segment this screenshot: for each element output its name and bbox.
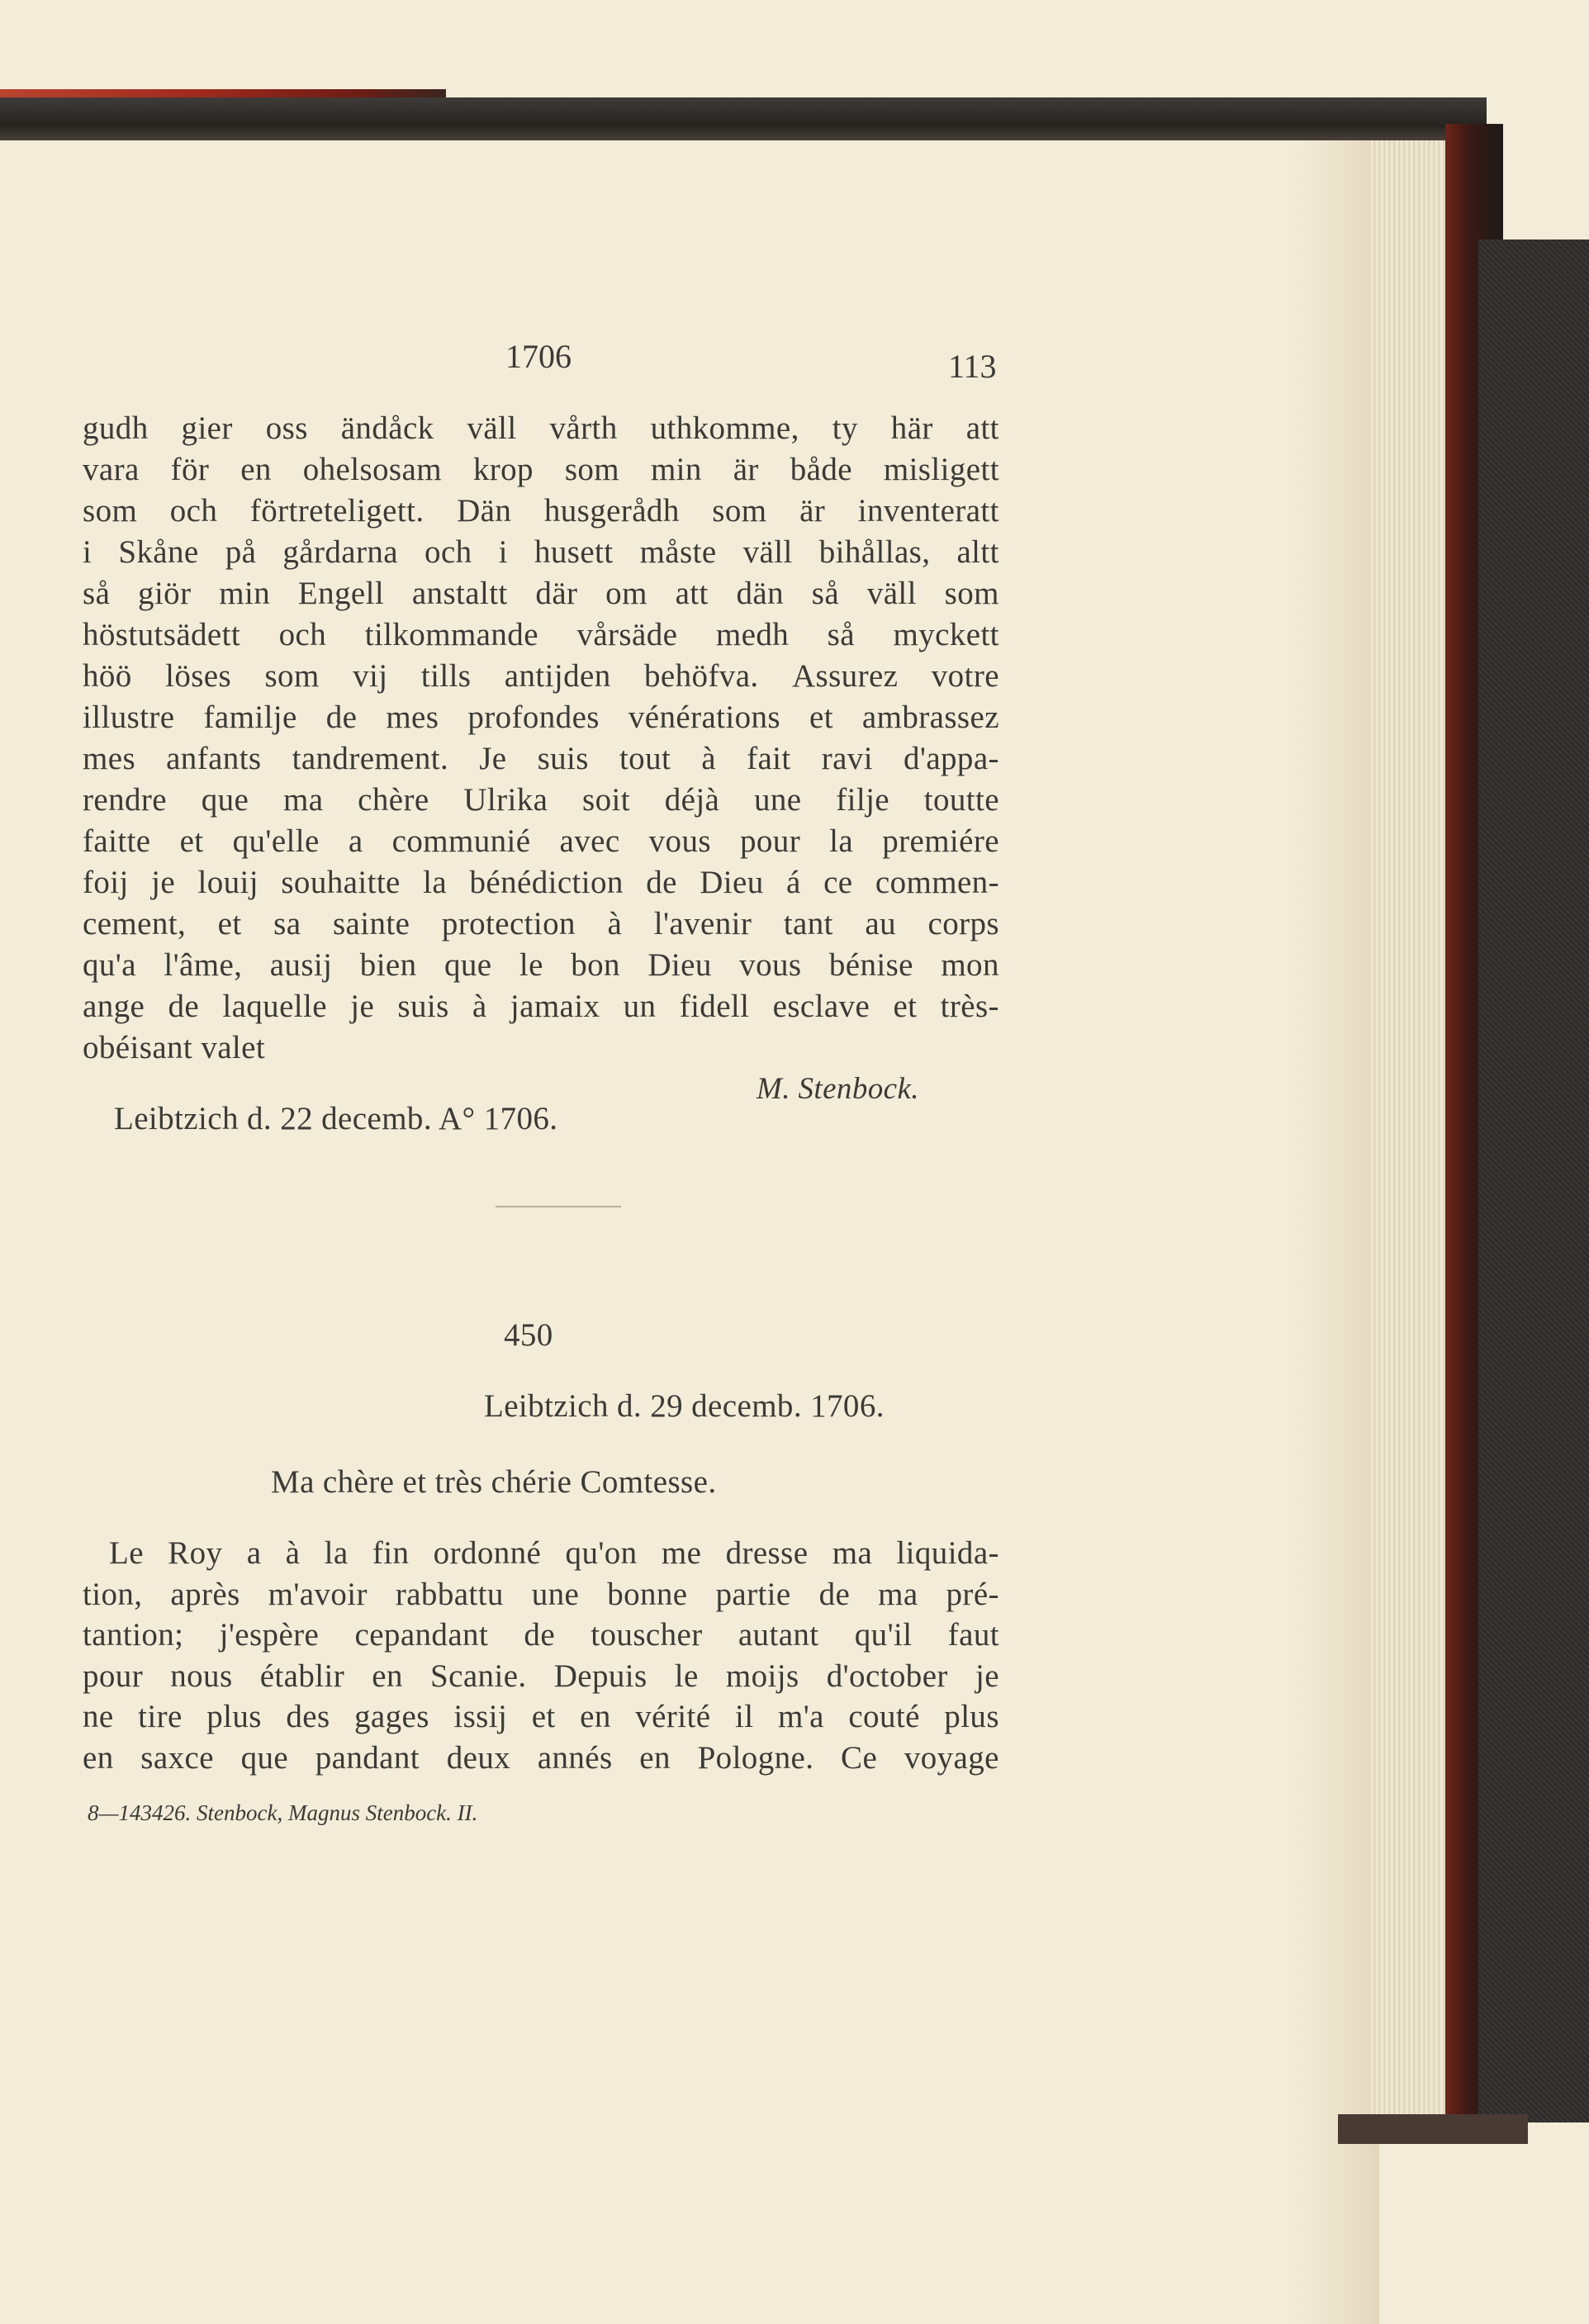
- text-line: ange de laquelle je suis à jamaix un fidell esclave et très-: [83, 989, 999, 1024]
- letter-450-dateline: Leibtzich d. 29 decemb. 1706.: [484, 1388, 885, 1424]
- text-line: en saxce que pandant deux annés en Pologne. Ce voyage: [83, 1739, 999, 1776]
- text-line: höö löses som vij tills antijden behöfva. Assurez votre: [83, 658, 999, 694]
- text-line: mes anfants tandrement. Je suis tout à fait ravi d'appa-: [83, 741, 999, 776]
- text-line: faitte et qu'elle a communié avec vous pour la premiére: [83, 823, 999, 859]
- signature: M. Stenbock.: [757, 1072, 919, 1106]
- text-line: ne tire plus des gages issij et en vérité il m'a couté plus: [83, 1699, 999, 1734]
- text-line: pour nous établir en Scanie. Depuis le moijs d'october je: [83, 1658, 999, 1694]
- text-line: tantion; j'espère cepandant de touscher autant qu'il faut: [83, 1617, 999, 1653]
- text-line: gudh gier oss ändåck väll vårth uthkomme, ty här att: [83, 410, 999, 446]
- text-line: illustre familje de mes profondes vénérations et ambrassez: [83, 700, 999, 735]
- printer-signature-footer: 8—143426. Stenbock, Magnus Stenbock. II.: [88, 1800, 478, 1825]
- text-line: som och förtreteligett. Dän husgerådh som är inventeratt: [83, 493, 999, 529]
- running-head-year: 1706: [505, 338, 572, 375]
- text-line: så giör min Engell anstaltt där om att dän så väll som: [83, 576, 999, 611]
- text-line: qu'a l'âme, ausij bien que le bon Dieu vous bénise mon: [83, 947, 999, 983]
- text-line: i Skåne på gårdarna och i husett måste väll bihållas, altt: [83, 534, 999, 570]
- page-number: 113: [948, 348, 997, 385]
- letter-number: 450: [504, 1317, 553, 1353]
- salutation: Ma chère et très chérie Comtesse.: [271, 1464, 717, 1500]
- text-line: rendre que ma chère Ulrika soit déjà une filje toutte: [83, 782, 999, 818]
- section-divider: [496, 1206, 621, 1207]
- letter-449-dateline: Leibtzich d. 22 decemb. A° 1706.: [114, 1101, 558, 1136]
- text-line: vara för en ohelsosam krop som min är både misligett: [83, 452, 999, 487]
- text-line: obéisant valet: [83, 1030, 266, 1065]
- text-line: cement, et sa sainte protection à l'avenir tant au corps: [83, 906, 999, 941]
- text-line: tion, après m'avoir rabbattu une bonne partie de ma pré-: [83, 1576, 999, 1612]
- text-line: foij je louij souhaitte la bénédiction de Dieu á ce commen-: [83, 865, 999, 900]
- text-line: höstutsädett och tilkommande vårsäde medh så myckett: [83, 617, 999, 652]
- text-line: Le Roy a à la fin ordonné qu'on me dresse ma liquida-: [109, 1535, 999, 1571]
